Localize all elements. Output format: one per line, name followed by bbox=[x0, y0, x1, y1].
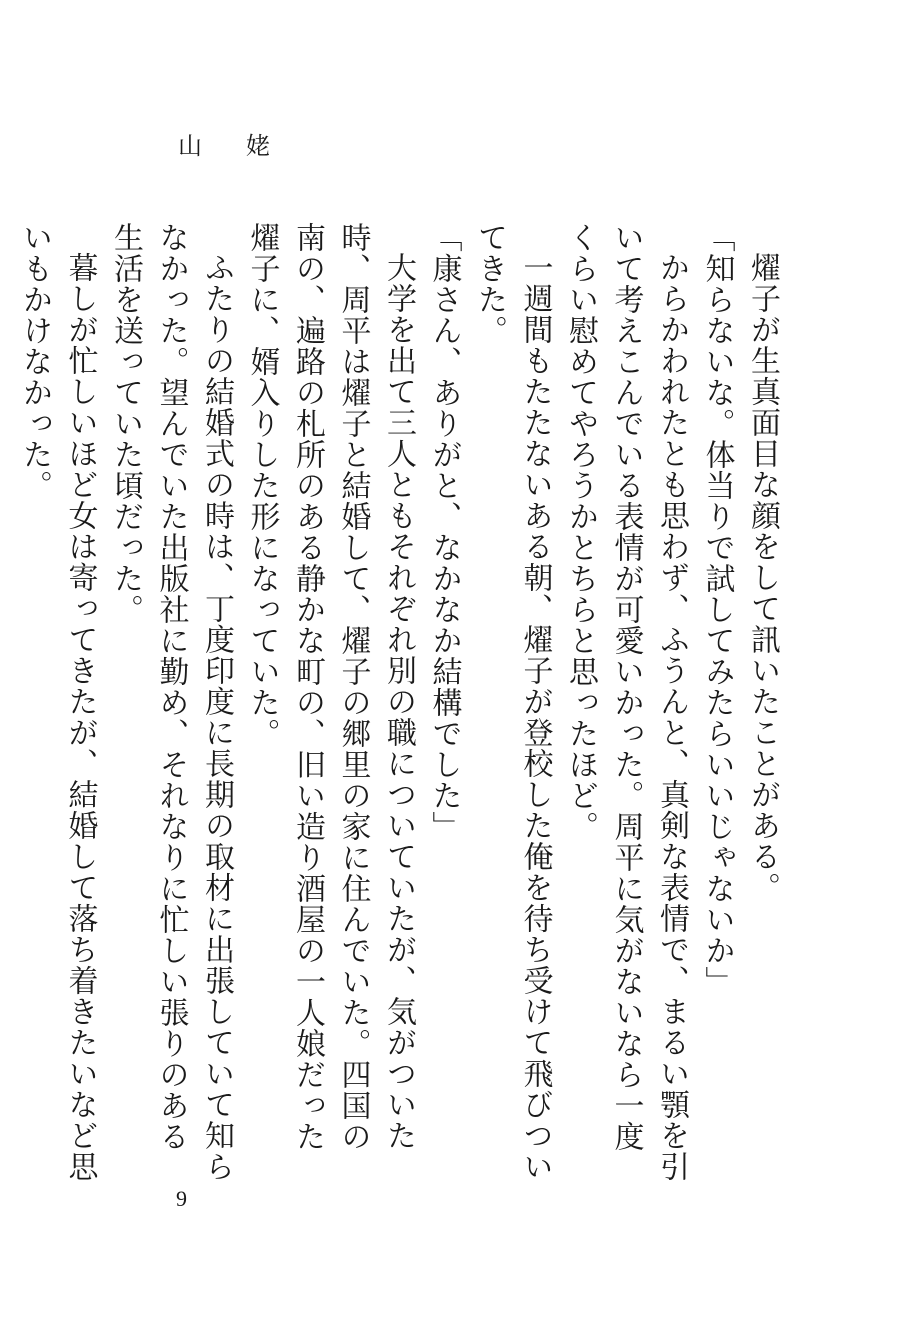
paragraph: ふたりの結婚式の時は、丁度印度に長期の取材に出張していて知らなかった。望んでいた出版社に勤め、それなりに忙しい張りのある生活を送っていた頃だった。 bbox=[108, 222, 234, 1182]
body-text bbox=[17, 222, 785, 1182]
paragraph: 燿子が生真面目な顔をして訊いたことがある。 bbox=[745, 252, 780, 903]
paragraph: からかわれたとも思わず、ふうんと、真剣な表情で、まるい顎を引いて考えこんでいる表情が可愛いかった。周平に気がないなら一度くらい慰めてやろうかとちらと思ったほど。 bbox=[563, 222, 689, 1182]
dialogue-line: 「康さん、ありがと、なかなか結構でした」 bbox=[426, 222, 462, 842]
running-head: 山姥 bbox=[178, 132, 314, 160]
paragraph: 暮しが忙しいほど女は寄ってきたが、結婚して落ち着きたいなど思いもかけなかった。 bbox=[17, 222, 98, 1182]
paragraph: 大学を出て三人ともそれぞれ別の職についていたが、気がついた時、周平は燿子と結婚して、燿子の郷里の家に住んでいた。四国の南の、遍路の札所のある静かな町の、旧い造り酒屋の一人娘だった燿子に、婿入りした形になっていた。 bbox=[244, 222, 416, 1152]
page-number: 9 bbox=[176, 1186, 187, 1211]
paragraph: 一週間もたたないある朝、燿子が登校した俺を待ち受けて飛びついてきた。 bbox=[472, 222, 553, 1182]
dialogue-line: 「知らないな。体当りで試してみたらいいじゃないか」 bbox=[699, 222, 735, 997]
